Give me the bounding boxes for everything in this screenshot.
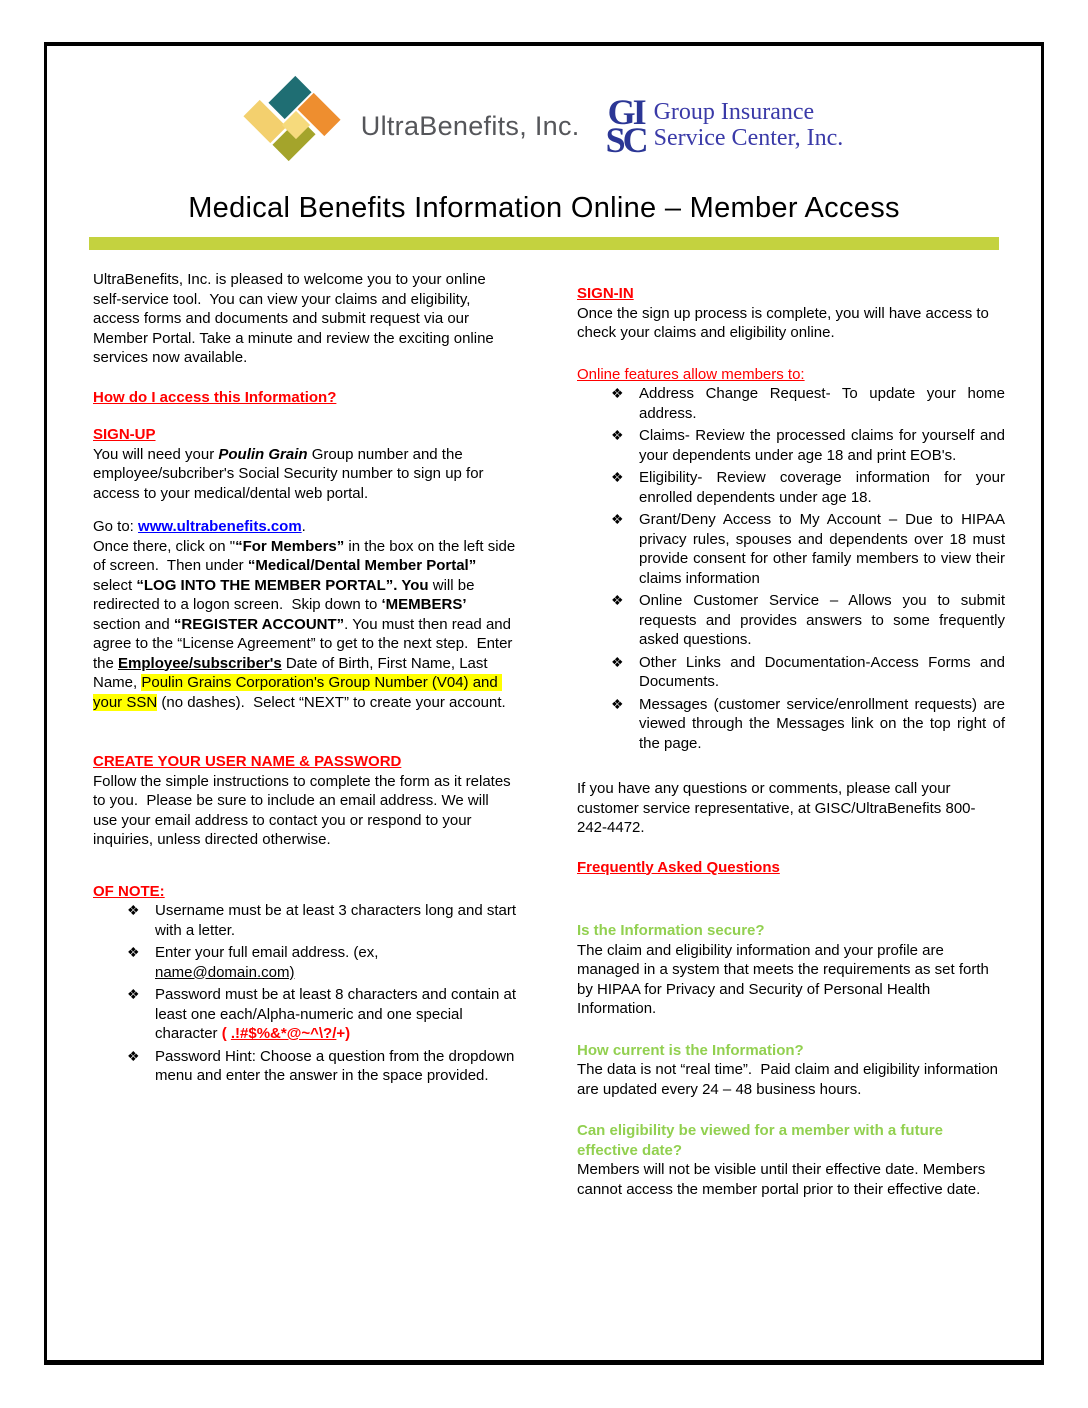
list-item [93, 1047, 517, 1086]
right-column [577, 270, 1010, 1199]
questions-paragraph: If you have any questions or comments, please call your customer service representative, at GISC/UltraBenefits 800-242-4472. [577, 780, 976, 836]
diamond-bullet-icon: ❖ [611, 695, 624, 712]
gisc-wordmark-line1: Group Insurance [653, 99, 815, 126]
text-run: Employee/subscriber's [118, 654, 282, 672]
list-item [577, 591, 1010, 650]
signup-paragraph [93, 445, 517, 504]
list-item [577, 510, 1010, 588]
faq-question: How current is the Information? [577, 1041, 804, 1059]
diamond-bullet-icon: ❖ [127, 902, 140, 918]
signin-paragraph: Once the sign up process is complete, you will have access to check your claims and eligibility online. [577, 304, 994, 341]
faq-answer: The claim and eligibility information and your profile are managed in a system that meets the requirements as set forth by HIPAA for Privacy and Security of Personal Health Information. [577, 941, 994, 1017]
list-item-text: Messages (customer service/enrollment requests) are viewed through the Messages link on the top right of the page. [639, 695, 1010, 752]
faq-question: Is the Information secure? [577, 922, 765, 939]
page-title: Medical Benefits Information Online – Member Access [188, 192, 900, 224]
diamond-bullet-icon: ❖ [611, 385, 624, 401]
list-item [577, 468, 1010, 507]
ultrabenefits-link[interactable]: www.ultrabenefits.com [138, 518, 302, 535]
text-run: ( [221, 1025, 231, 1042]
text-run: in the box on the left side of screen. Then under [93, 537, 520, 574]
page-border-frame [44, 42, 1044, 1365]
text-run: select [93, 557, 481, 594]
diamond-bullet-icon: ❖ [611, 511, 624, 527]
gisc-logo [605, 91, 844, 160]
gisc-monogram-top: GI [607, 91, 644, 132]
diamond-bullet-icon: ❖ [611, 469, 624, 485]
list-item [577, 695, 1010, 754]
text-run: Password must be at least 8 characters and contain at least one each/Alpha-numeric and one special character [155, 986, 521, 1042]
list-item-text [155, 1047, 517, 1086]
text-run: You will need your [93, 445, 219, 463]
create-password-heading: CREATE YOUR USER NAME & PASSWORD [93, 753, 402, 770]
text-run: . You must then read and agree to the “License Agreement” to get to the next step. Enter the [93, 615, 517, 672]
features-list [577, 384, 1010, 753]
list-item [577, 426, 1010, 465]
text-run: “For Members” [235, 537, 345, 555]
text-run: (no dashes). Select “NEXT” to create your account. [157, 693, 506, 711]
text-run: Date of Birth, First Name, Last Name, [93, 654, 492, 691]
gisc-wordmark-line2: Service Center, Inc. [653, 125, 844, 151]
diamond-bullet-icon: ❖ [127, 944, 140, 960]
text-run: name@domain.com) [155, 963, 295, 981]
list-item [577, 384, 1010, 423]
faq-answer: Members will not be visible until their effective date. Members cannot access the member portal prior to their effective date. [577, 1161, 990, 1198]
list-item-text [155, 943, 517, 982]
text-run: section and [93, 596, 471, 633]
features-heading: Online features allow members to: [577, 365, 805, 383]
text-run: Password Hint: Choose a question from the dropdown menu and enter the answer in the space provided. [155, 1047, 519, 1084]
list-item [577, 653, 1010, 692]
ultrabenefits-logo-icon [245, 86, 349, 166]
text-run: Poulin Grain [218, 445, 308, 463]
create-password-paragraph: Follow the simple instructions to complete the form as it relates to you. Please be sure to include an email address. We will use your email address to contact you or respond to your inquiries, unless directed otherwise. [93, 772, 515, 848]
text-run: “REGISTER ACCOUNT” [173, 615, 345, 633]
diamond-bullet-icon: ❖ [127, 986, 140, 1002]
signup-heading: SIGN-UP [93, 426, 156, 443]
header-logos [47, 86, 1041, 166]
text-run: .!#$%&*@~^\?/ [230, 1025, 337, 1042]
of-note-list [93, 901, 521, 1086]
instructions-paragraph [93, 537, 520, 713]
text-run: Username must be at least 3 characters long and start with a letter. [155, 902, 521, 939]
list-item [93, 901, 521, 940]
text-run: ‘MEMBERS’ [381, 596, 467, 613]
faq-question: Can eligibility be viewed for a member with a future effective date? [577, 1122, 948, 1159]
ultrabenefits-wordmark: UltraBenefits, Inc. [360, 110, 580, 141]
list-item-text: Address Change Request- To update your home address. [639, 385, 1010, 422]
goto-line [93, 517, 517, 537]
text-run: Once there, click on " [93, 537, 236, 555]
access-heading: How do I access this Information? [93, 388, 337, 406]
faq-heading: Frequently Asked Questions [577, 858, 780, 876]
gisc-monogram-bottom: SC [605, 120, 646, 160]
gisc-monogram-icon [605, 91, 646, 160]
list-item-text: Eligibility- Review coverage information for your enrolled dependents under age 18. [639, 469, 1010, 506]
list-item-text: Grant/Deny Access to My Account – Due to HIPAA privacy rules, spouses and dependents over 18 must provide consent for other family members to view their claims information [639, 511, 1010, 587]
text-run: Group number and the employee/subcriber's Social Security number to sign up for access to your medical/dental web portal. [93, 445, 488, 502]
text-run: Enter your full email address. (ex, [155, 944, 383, 961]
of-note-heading: OF NOTE: [93, 882, 165, 900]
text-run: “LOG INTO THE MEMBER PORTAL”. You [136, 576, 429, 594]
list-item [93, 985, 521, 1044]
list-item [93, 943, 517, 982]
diamond-bullet-icon: ❖ [127, 1047, 140, 1064]
text-run: . [301, 518, 306, 535]
intro-paragraph: UltraBenefits, Inc. is pleased to welcome you to your online self-service tool. You can view your claims and eligibility, access forms and documents and submit request via our Member Portal. Take a minute and review the exciting online services now available. [93, 271, 498, 366]
text-run: will be redirected to a logon screen. Skip down to [93, 576, 479, 613]
text-run: “Medical/Dental Member Portal” [247, 557, 477, 574]
text-run: Go to: [93, 518, 139, 535]
left-column [93, 270, 521, 1199]
diamond-bullet-icon: ❖ [611, 653, 624, 670]
gisc-wordmark [654, 100, 844, 152]
accent-divider-bar [89, 237, 999, 250]
list-item-text: Online Customer Service – Allows you to submit requests and provides answers to some frequently asked questions. [639, 592, 1010, 648]
faq-answer: The data is not “real time”. Paid claim and eligibility information are updated every 24 – 48 business hours. [577, 1061, 1003, 1098]
list-item-text [155, 901, 521, 940]
two-column-body [47, 250, 1041, 1199]
list-item-text: Claims- Review the processed claims for yourself and your dependents under age 18 and print EOB's. [639, 427, 1010, 464]
text-run: Poulin Grains Corporation's Group Number (V04) and your SSN [93, 674, 502, 711]
diamond-bullet-icon: ❖ [611, 592, 624, 608]
signin-heading: SIGN-IN [577, 285, 634, 302]
list-item-text [155, 985, 521, 1044]
diamond-bullet-icon: ❖ [611, 427, 624, 443]
text-run: +) [336, 1025, 351, 1042]
list-item-text: Other Links and Documentation-Access Forms and Documents. [639, 653, 1010, 690]
